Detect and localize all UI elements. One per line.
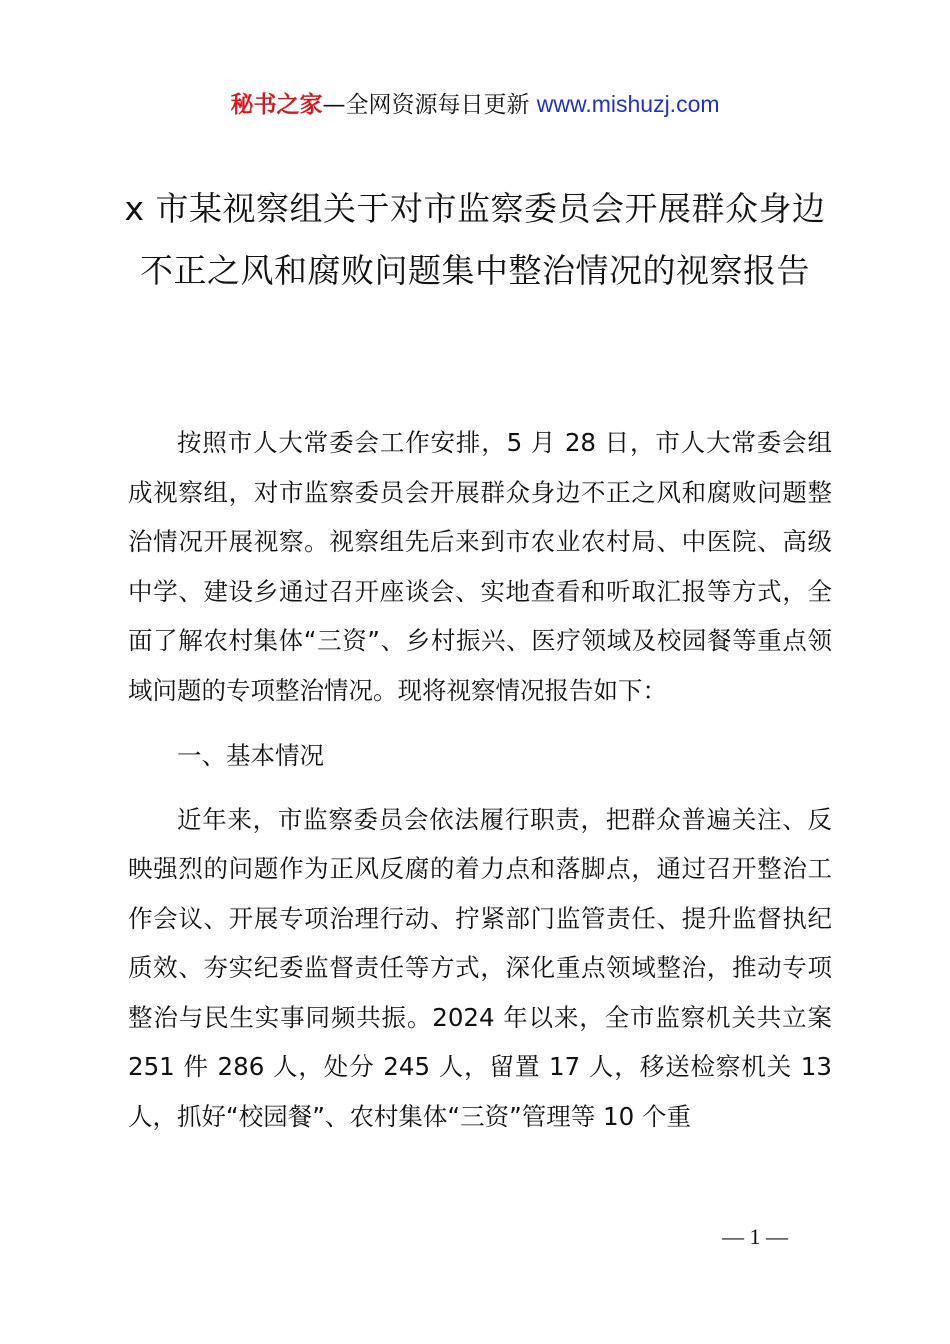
document-title: x 市某视察组关于对市监察委员会开展群众身边不正之风和腐败问题集中整治情况的视察报告 bbox=[124, 189, 826, 290]
site-url-link[interactable]: www.mishuzj.com bbox=[536, 91, 720, 117]
document-body bbox=[128, 418, 832, 1141]
brand-name: 秘书之家 bbox=[230, 92, 323, 118]
intro-paragraph: 按照市人大常委会工作安排，5 月 28 日，市人大常委会组成视察组，对市监察委员会开展群众身边不正之风和腐败问题整治情况开展视察。视察组先后来到市农业农村局、中医院、高级中学、建设乡通过召开座谈会、实地查看和听取汇报等方式，全面了解农村集体“三资”、乡村振兴、医疗领域及校园餐等重点领域问题的专项整治情况。现将视察情况报告如下： bbox=[128, 428, 832, 705]
basic-situation-paragraph: 近年来，市监察委员会依法履行职责，把群众普遍关注、反映强烈的问题作为正风反腐的着力点和落脚点，通过召开整治工作会议、开展专项治理行动、拧紧部门监管责任、提升监督执纪质效、夯实纪委监督责任等方式，深化重点领域整治，推动专项整治与民生实事同频共振。2024 年以来，全市监察机关共立案 251 件 286 人，处分 245 人，留置 17 人，移送检察机关 13 人，抓好“校园餐”、农村集体“三资”管理等 10 个重 bbox=[128, 804, 832, 1131]
site-tagline: —全网资源每日更新 bbox=[322, 92, 537, 118]
site-header bbox=[0, 88, 950, 121]
page-number: — 1 — bbox=[722, 1224, 788, 1249]
section-heading-basic-situation: 一、基本情况 bbox=[177, 741, 324, 770]
